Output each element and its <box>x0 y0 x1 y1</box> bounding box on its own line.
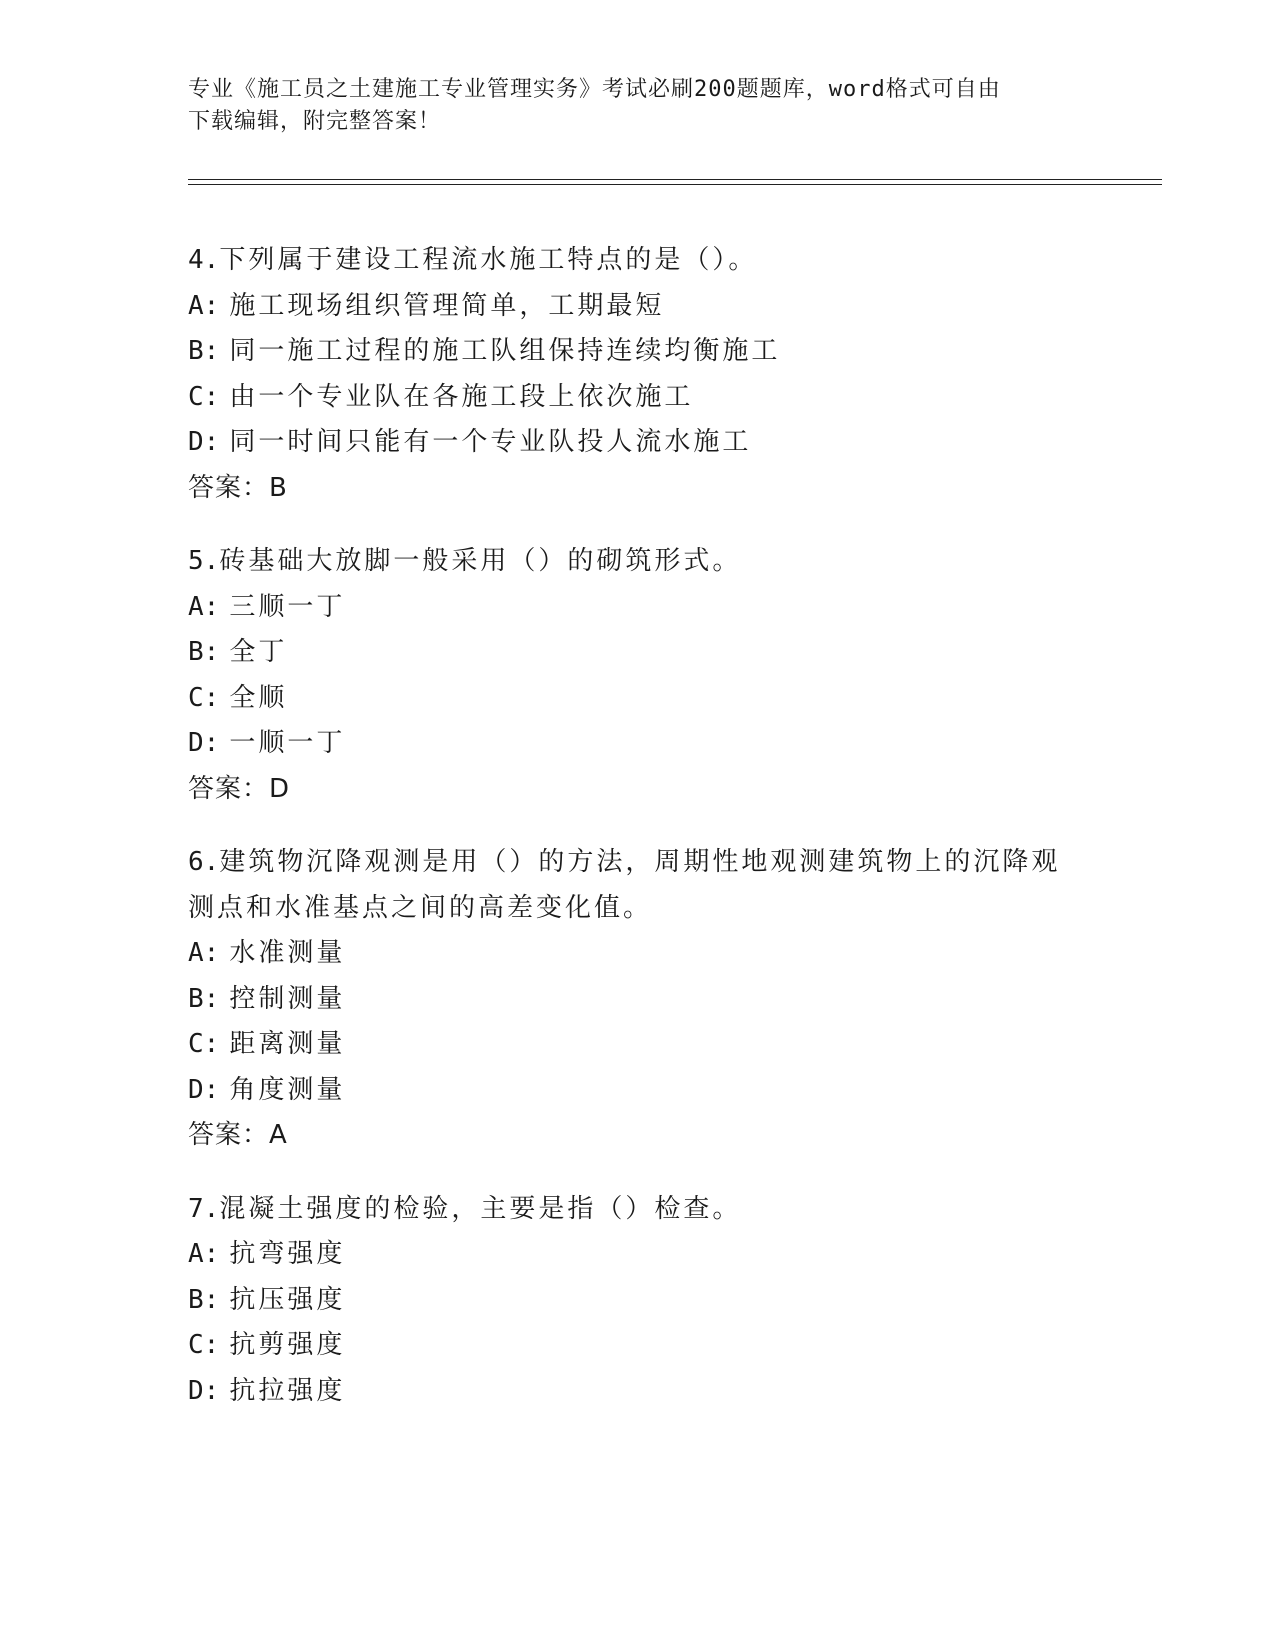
option-b <box>188 1278 1088 1324</box>
question-stem <box>188 840 1088 886</box>
option-text: 由一个专业队在各施工段上依次施工 <box>229 381 694 412</box>
option-d <box>188 420 1088 466</box>
option-c <box>188 375 1088 421</box>
option-d <box>188 721 1088 767</box>
header-line-1: 专业《施工员之土建施工专业管理实务》考试必刷200题题库，word格式可自由 <box>188 77 1001 102</box>
option-letter: B: <box>188 983 220 1014</box>
question-text: 砖基础大放脚一般采用（）的砌筑形式。 <box>219 546 742 576</box>
question-item <box>188 539 1088 812</box>
header-divider-top <box>188 179 1162 180</box>
question-number: 4. <box>188 245 220 275</box>
option-b <box>188 329 1088 375</box>
answer-line: 答案：A <box>188 1120 288 1150</box>
question-item <box>188 1187 1088 1415</box>
option-letter: D: <box>188 1074 220 1105</box>
question-stem-continued: 测点和水准基点之间的高差变化值。 <box>188 892 653 923</box>
option-text: 抗弯强度 <box>229 1239 346 1269</box>
question-stem <box>188 1187 1088 1233</box>
option-letter: C: <box>188 381 220 412</box>
option-letter: A: <box>188 938 220 968</box>
option-c <box>188 676 1088 722</box>
option-letter: B: <box>188 1284 220 1315</box>
option-letter: B: <box>188 637 220 667</box>
question-number: 7. <box>188 1193 220 1224</box>
option-d <box>188 1369 1088 1415</box>
option-letter: D: <box>188 427 220 457</box>
option-text: 三顺一丁 <box>229 591 346 622</box>
option-letter: B: <box>188 336 220 366</box>
header-line-2: 下载编辑，附完整答案！ <box>188 109 442 134</box>
option-a <box>188 284 1088 330</box>
option-text: 同一施工过程的施工队组保持连续均衡施工 <box>229 336 781 366</box>
option-b <box>188 630 1088 676</box>
option-letter: C: <box>188 1330 220 1360</box>
option-c <box>188 1022 1088 1068</box>
option-letter: A: <box>188 1239 220 1269</box>
option-letter: A: <box>188 290 220 321</box>
question-number: 5. <box>188 546 220 576</box>
option-letter: C: <box>188 1029 220 1059</box>
option-text: 距离测量 <box>229 1029 346 1059</box>
question-text: 混凝土强度的检验，主要是指（）检查。 <box>219 1193 742 1224</box>
question-list <box>188 238 1088 1442</box>
question-stem <box>188 238 1088 284</box>
option-text: 全丁 <box>229 637 288 667</box>
answer-line: 答案：B <box>188 472 288 503</box>
option-c <box>188 1323 1088 1369</box>
question-number: 6. <box>188 847 220 877</box>
question-item <box>188 238 1088 511</box>
option-text: 抗压强度 <box>229 1284 346 1315</box>
option-a <box>188 585 1088 631</box>
option-a <box>188 931 1088 977</box>
option-a <box>188 1232 1088 1278</box>
option-text: 同一时间只能有一个专业队投人流水施工 <box>229 427 752 457</box>
option-text: 角度测量 <box>229 1074 346 1105</box>
question-text: 建筑物沉降观测是用（）的方法，周期性地观测建筑物上的沉降观 <box>219 847 1061 877</box>
question-text: 下列属于建设工程流水施工特点的是（）。 <box>219 245 758 275</box>
option-text: 抗拉强度 <box>229 1375 346 1406</box>
option-text: 水准测量 <box>229 938 346 968</box>
question-stem <box>188 539 1088 585</box>
option-letter: D: <box>188 1375 220 1406</box>
option-b <box>188 977 1088 1023</box>
option-letter: D: <box>188 728 220 758</box>
option-text: 抗剪强度 <box>229 1330 346 1360</box>
option-text: 控制测量 <box>229 983 346 1014</box>
option-text: 全顺 <box>229 682 288 713</box>
option-text: 一顺一丁 <box>229 728 346 758</box>
document-header <box>188 74 1088 138</box>
answer-line: 答案：D <box>188 773 291 804</box>
option-letter: C: <box>188 682 220 713</box>
option-text: 施工现场组织管理简单，工期最短 <box>229 290 665 321</box>
question-item <box>188 840 1088 1159</box>
header-divider-bottom <box>188 184 1162 185</box>
option-d <box>188 1068 1088 1114</box>
option-letter: A: <box>188 591 220 622</box>
